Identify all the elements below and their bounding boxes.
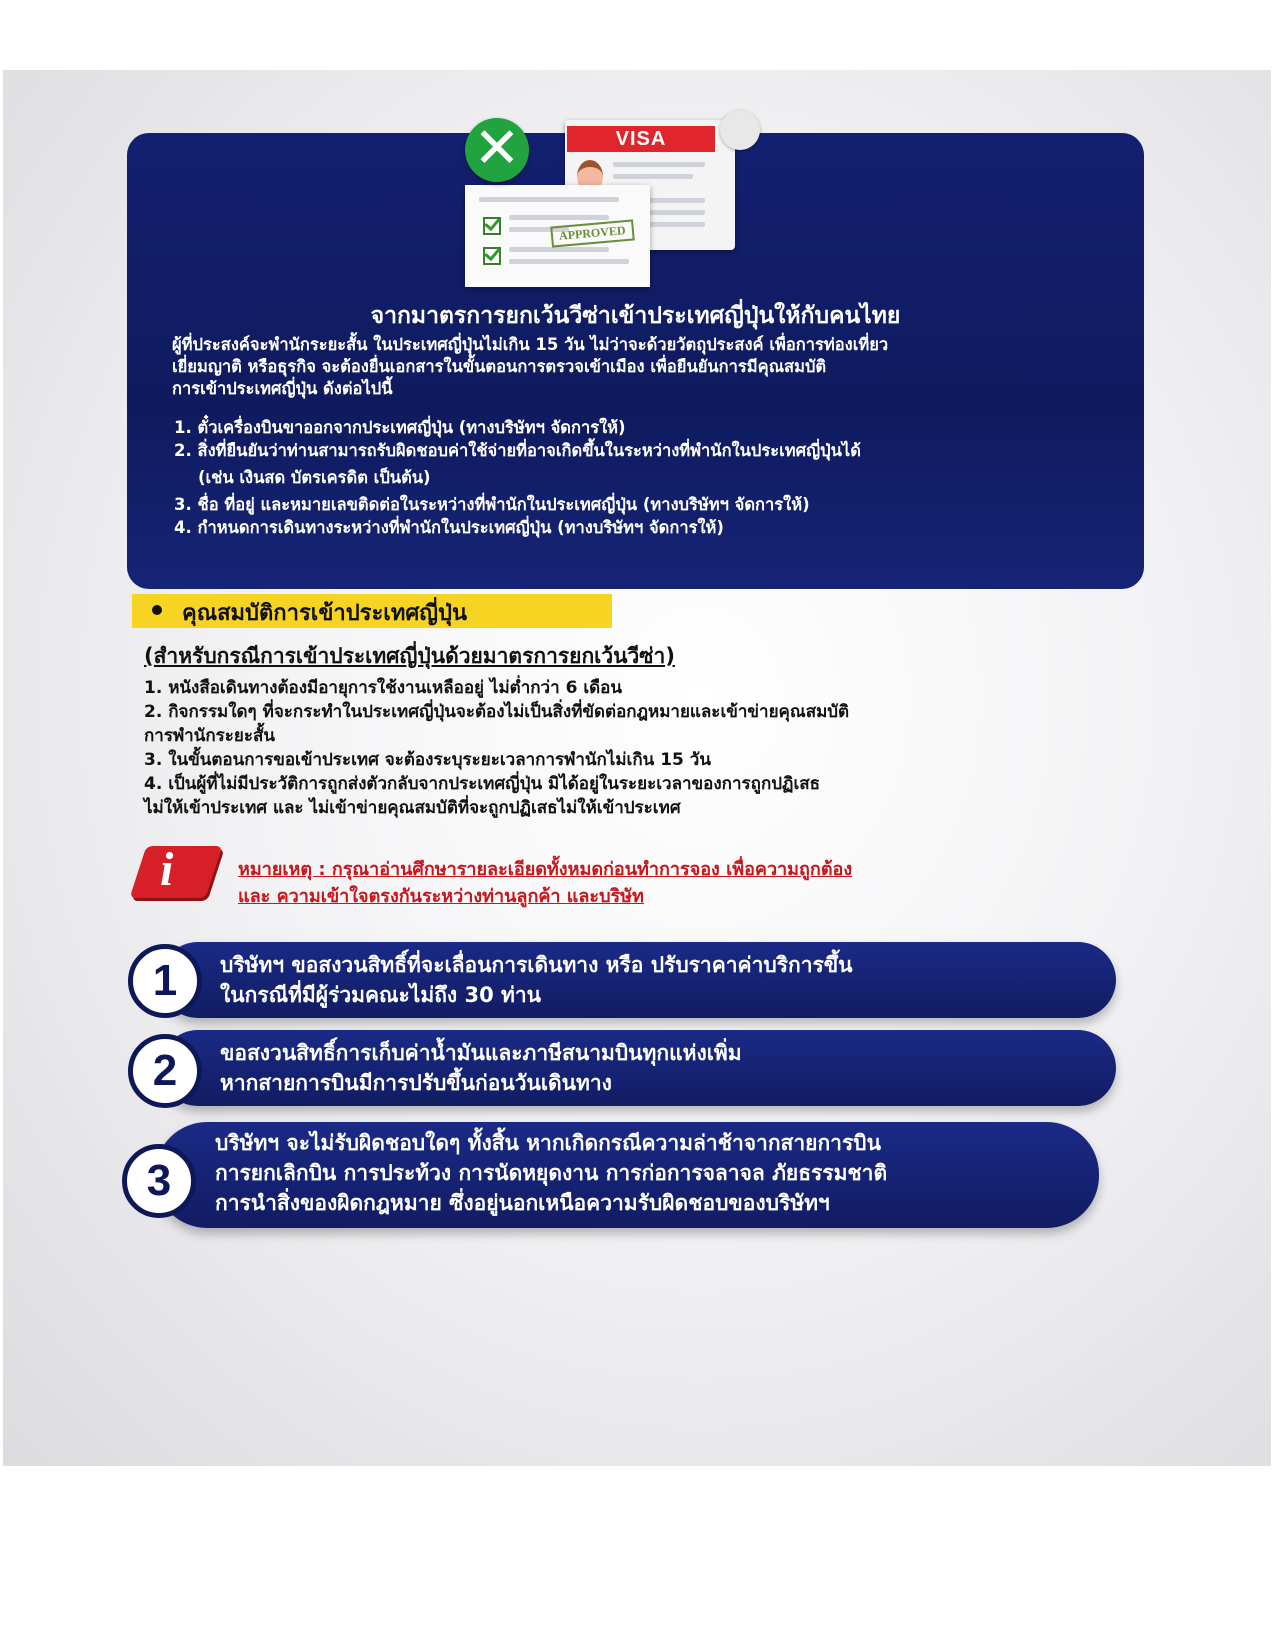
condition-line: การนำสิ่งของผิดกฎหมาย ซึ่งอยู่นอกเหนือความรับผิดชอบของบริษัทฯ (215, 1191, 830, 1215)
condition-line: การยกเลิกบิน การประท้วง การนัดหยุดงาน การก่อการจลาจล ภัยธรรมชาติ (215, 1161, 888, 1185)
qualification-line: การพำนักระยะสั้น (144, 726, 275, 746)
text-line (613, 162, 705, 167)
checkbox-checked-icon (483, 217, 501, 235)
intro-line: การเข้าประเทศญี่ปุ่น ดังต่อไปนี้ (172, 379, 393, 398)
condition-line: หากสายการบินมีการปรับขึ้นก่อนวันเดินทาง (220, 1071, 612, 1095)
bullet-icon (152, 605, 162, 615)
info-book-shape (130, 846, 223, 898)
qualifications-title: คุณสมบัติการเข้าประเทศญี่ปุ่น (182, 601, 468, 626)
paper-curl (720, 110, 760, 150)
checkbox-checked-icon (483, 247, 501, 265)
rejected-x-icon: ✕ (465, 118, 529, 182)
approval-form (465, 185, 650, 287)
text-line (479, 197, 619, 202)
intro-line: ผู้ที่ประสงค์จะพำนักระยะสั้น ในประเทศญี่ปุ่นไม่เกิน 15 วัน ไม่ว่าจะด้วยวัตถุประสงค์ เพื่อการท่องเที่ยว (172, 335, 889, 354)
note-line: และ ความเข้าใจตรงกันระหว่างท่านลูกค้า และบริษัท (238, 886, 644, 907)
intro-line: เยี่ยมญาติ หรือธุรกิจ จะต้องยื่นเอกสารในขั้นตอนการตรวจเข้าเมือง เพื่อยืนยันการมีคุณสมบัติ (172, 357, 827, 376)
approved-stamp: APPROVED (550, 219, 634, 247)
text-line (509, 247, 609, 252)
card-intro (172, 334, 1052, 400)
requirement-item: 2. สิ่งที่ยืนยันว่าท่านสามารถรับผิดชอบค่าใช้จ่ายที่อาจเกิดขึ้นในระหว่างที่พำนักในประเทศญี่ปุ่นได้ (174, 441, 861, 460)
condition-line: บริษัทฯ จะไม่รับผิดชอบใดๆ ทั้งสิ้น หากเกิดกรณีความล่าช้าจากสายการบิน (215, 1131, 881, 1155)
requirement-item: 4. กำหนดการเดินทางระหว่างที่พำนักในประเทศญี่ปุ่น (ทางบริษัทฯ จัดการให้) (174, 518, 724, 537)
condition-line: ในกรณีที่มีผู้ร่วมคณะไม่ถึง 30 ท่าน (220, 983, 542, 1007)
condition-number-badge: 3 (122, 1144, 196, 1218)
condition-line: บริษัทฯ ขอสงวนสิทธิ์ที่จะเลื่อนการเดินทาง หรือ ปรับราคาค่าบริการขึ้น (220, 953, 853, 977)
text-line (613, 174, 693, 179)
requirement-item: (เช่น เงินสด บัตรเครดิต เป็นต้น) (198, 468, 431, 487)
requirement-item: 3. ชื่อ ที่อยู่ และหมายเลขติดต่อในระหว่างที่พำนักในประเทศญี่ปุ่น (ทางบริษัทฯ จัดการให้) (174, 495, 810, 514)
info-letter: i (160, 843, 174, 896)
condition-number-badge: 1 (128, 944, 202, 1018)
card-title: จากมาตรการยกเว้นวีซ่าเข้าประเทศญี่ปุ่นให้กับคนไทย (370, 303, 901, 329)
requirement-item: 1. ตั๋วเครื่องบินขาออกจากประเทศญี่ปุ่น (ทางบริษัทฯ จัดการให้) (174, 418, 626, 437)
text-line (509, 215, 609, 220)
qualification-line: ไม่ให้เข้าประเทศ และ ไม่เข้าข่ายคุณสมบัติที่จะถูกปฏิเสธไม่ให้เข้าประเทศ (144, 798, 681, 818)
qualification-line: 3. ในขั้นตอนการขอเข้าประเทศ จะต้องระบุระยะเวลาการพำนักไม่เกิน 15 วัน (144, 750, 711, 770)
info-icon (132, 840, 222, 902)
qualification-line: 2. กิจกรรมใดๆ ที่จะกระทำในประเทศญี่ปุ่นจะต้องไม่เป็นสิ่งที่ขัดต่อกฎหมายและเข้าข่ายคุณสมบัติ (144, 702, 850, 722)
note-text (238, 856, 1138, 910)
visa-label: VISA (567, 126, 715, 152)
qualifications-header (132, 594, 612, 628)
condition-pill-2 (160, 1030, 1116, 1106)
condition-pill-1 (160, 942, 1116, 1018)
condition-pill-3 (155, 1122, 1099, 1228)
qualifications-list (144, 676, 1074, 820)
condition-line: ขอสงวนสิทธิ์การเก็บค่าน้ำมันและภาษีสนามบินทุกแห่งเพิ่ม (220, 1041, 742, 1065)
note-line: หมายเหตุ : กรุณาอ่านศึกษารายละเอียดทั้งหมดก่อนทำการจอง เพื่อความถูกต้อง (238, 859, 853, 880)
text-line (509, 259, 629, 264)
qualifications-subtitle: (สำหรับกรณีการเข้าประเทศญี่ปุ่นด้วยมาตรการยกเว้นวีซ่า) (144, 644, 675, 668)
qualification-line: 4. เป็นผู้ที่ไม่มีประวัติการถูกส่งตัวกลับจากประเทศญี่ปุ่น มิได้อยู่ในระยะเวลาของการถูกปฏิเสธ (144, 774, 821, 794)
qualification-line: 1. หนังสือเดินทางต้องมีอายุการใช้งานเหลืออยู่ ไม่ต่ำกว่า 6 เดือน (144, 678, 623, 698)
visa-illustration (465, 110, 775, 290)
condition-number-badge: 2 (128, 1034, 202, 1108)
